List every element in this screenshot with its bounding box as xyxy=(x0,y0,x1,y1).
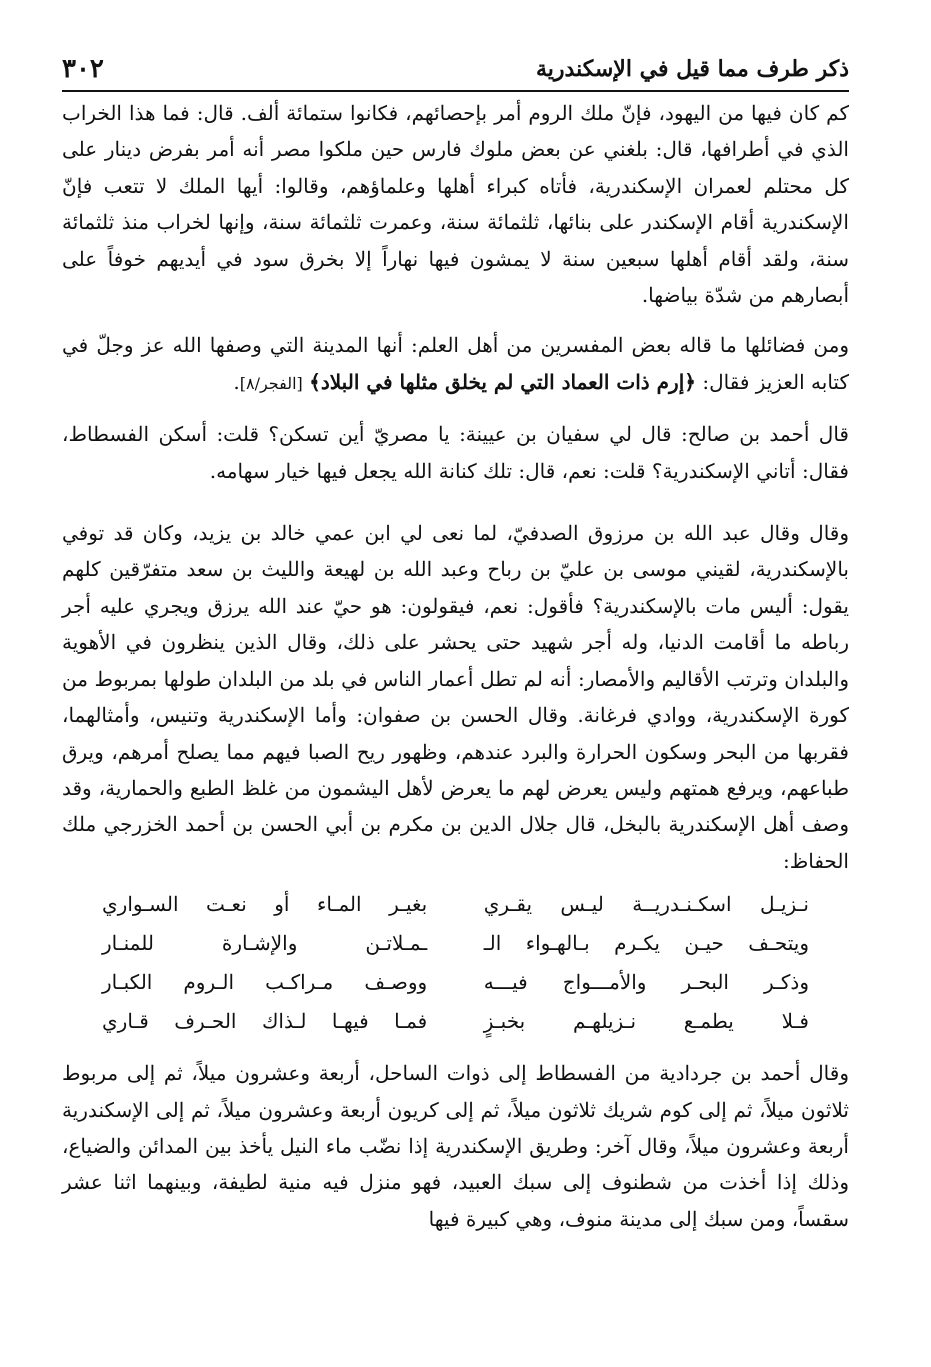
poem xyxy=(62,885,849,1041)
poem-verse xyxy=(102,924,809,963)
page-body xyxy=(62,95,849,1237)
page-number: ٣٠٢ xyxy=(62,54,104,84)
paragraph-route: وقال أحمد بن جردادية من الفسطاط إلى ذوات الساحل، أربعة وعشرون ميلاً، ثم إلى مربوط ثلاثون ميلاً، ثم إلى كوم شريك ثلاثون ميلاً، ثم إلى كريون أربعة وعشرون ميلاً، ثم إلى الإسكندرية أربعة وعشرون ميلاً، وقال آخر: وطريق الإسكندرية إذا نضّب ماء النيل يأخذ بين المدائن والضياع، وذلك إذا أخذت من شطنوف إلى سبك العبيد، فهو منزل فيه منية لطيفة، وبينهما اثنا عشر سقساً، ومن سبك إلى مدينة منوف، وهي كبيرة فيها xyxy=(62,1061,849,1231)
verse-first-hemistich: نـزيـل اسكـنـدريــة ليـس يقـري xyxy=(483,892,809,917)
poem-verse xyxy=(102,963,809,1002)
paragraph-virtues xyxy=(62,327,849,402)
paragraph-sadafi: وقال وقال عبد الله بن مرزوق الصدفيّ، لما نعى لي ابن عمي خالد بن يزيد، وكان قد توفي بالإسكندرية، لقيني موسى بن عليّ بن رباح وعبد الله بن لهيعة والليث بن سعد متفرّقين كلهم يقول: أليس مات بالإسكندرية؟ فأقول: نعم، فيقولون: هو حيّ عند الله يرزق ويجري عليه أجر رباطه ما أقامت الدنيا، وله أجر شهيد حتى يحشر على ذلك، وقال الذين ينظرون في الأهوية والبلدان وترتب الأقاليم والأمصار: أنه لم تطل أعمار الناس في بلد من البلدان طولها بمربوط من كورة الإسكندرية، ووادي فرغانة. وقال الحسن بن صفوان: وأما الإسكندرية وتنيس، وأمثالهما، فقربها من البحر وسكون الحرارة والبرد عندهم، وظهور ريح الصبا فيهم مما يصلح أمرهم، ويرق طباعهم، ويرفع همتهم وليس يعرض لهم ما يعرض لأهل اليشمون من غلظ الطبع والحمارية، وقد وصف أهل الإسكندرية بالبخل، قال جلال الدين بن مكرم بن أبي الحسن بن أحمد الخزرجي ملك الحفاظ: xyxy=(62,521,849,873)
verse-second-hemistich: ووصـف مـراكـب الـروم الكبـار xyxy=(102,970,428,995)
poem-verse xyxy=(102,885,809,924)
running-title: ذكر طرف مما قيل في الإسكندرية xyxy=(535,56,849,82)
verse-second-hemistich: بغيـر المـاء أو نعـت السـواري xyxy=(102,892,428,917)
quran-reference: [الفجر/٨] xyxy=(239,373,303,393)
verse-second-hemistich: ـمـلاتـن والإشـارة للمنـار xyxy=(102,931,428,956)
verse-second-hemistich: فمـا فيهـا لـذاك الحـرف قـاري xyxy=(102,1009,428,1034)
quran-verse: ﴿إرم ذات العماد التي لم يخلق مثلها في البلاد﴾ xyxy=(309,369,696,394)
poem-verse xyxy=(102,1002,809,1041)
paragraph-khirab: كم كان فيها من اليهود، فإنّ ملك الروم أمر بإحصائهم، فكانوا ستمائة ألف. قال: فما هذا الخراب الذي في أطرافها، قال: بلغني عن بعض ملوك فارس حين ملكوا مصر أنه أمر بفرض دينار على كل محتلم لعمران الإسكندرية، فأتاه كبراء أهلها وعلماؤهم، وقالوا: أيها الملك لا تتعب فإنّ الإسكندرية أقام الإسكندر على بنائها، ثلثمائة سنة، وعمرت ثلثمائة سنة، وإنها لخراب منذ ثلثمائة سنة، ولقد أقام أهلها سبعين سنة لا يمشون فيها نهاراً إلا بخرق سود في أيديهم خوفاً على أبصارهم من شدّة بياضها. xyxy=(62,101,849,308)
page-header xyxy=(62,40,849,92)
virtues-text: ومن فضائلها ما قاله بعض المفسرين من أهل العلم: أنها المدينة التي وصفها الله عز وجلّ في كتابه العزيز فقال: xyxy=(62,333,849,394)
virtues-end: . xyxy=(233,369,240,394)
verse-first-hemistich: وذكـر البحـر والأمـــواج فيـــه xyxy=(483,970,809,995)
verse-first-hemistich: ويتحـف حيـن يكـرم بـالهـواء الـ xyxy=(483,931,809,956)
verse-first-hemistich: فـلا يطمـع نـزيلهـم بخبـزٍ xyxy=(483,1009,809,1034)
paragraph-ibn-uyayna: قال أحمد بن صالح: قال لي سفيان بن عيينة: يا مصريّ أين تسكن؟ قلت: أسكن الفسطاط، فقال: أتاني الإسكندرية؟ قلت: نعم، قال: تلك كنانة الله يجعل فيها خيار سهامه. xyxy=(62,422,849,483)
